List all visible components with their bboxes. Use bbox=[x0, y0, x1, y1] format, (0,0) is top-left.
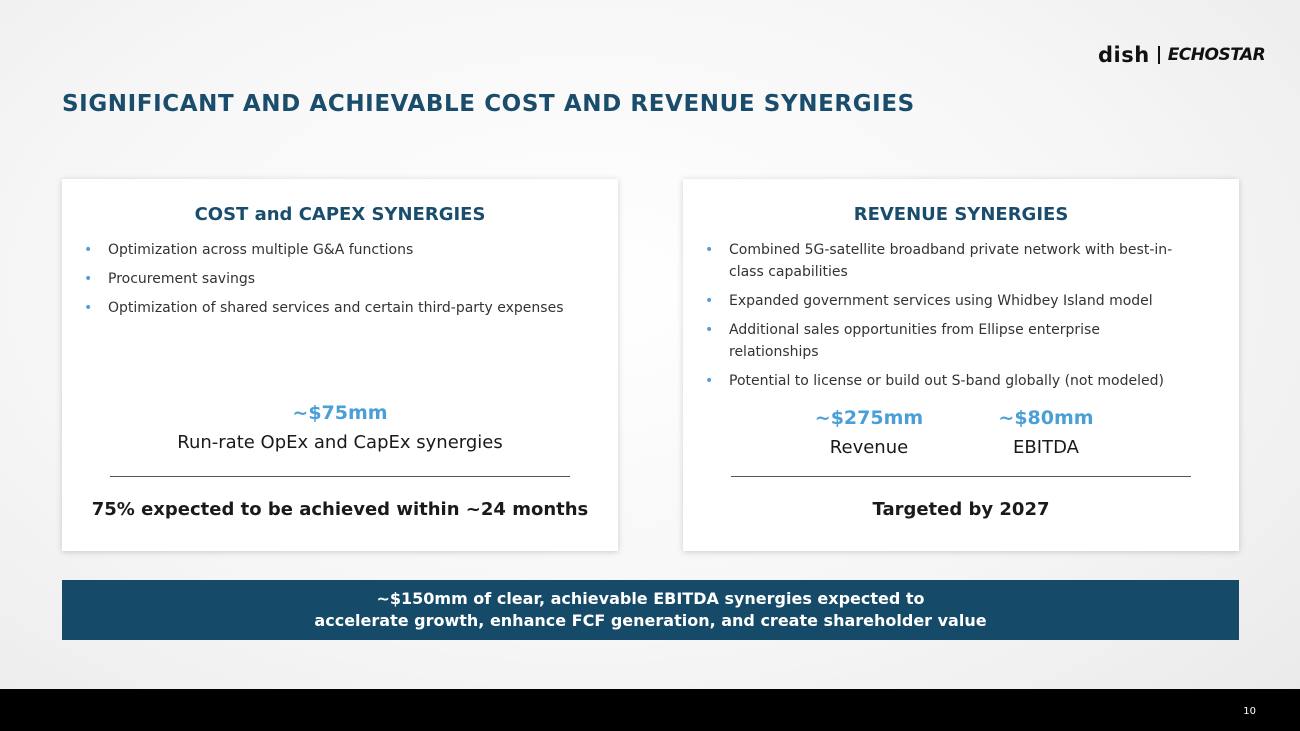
cost-metric-label: Run-rate OpEx and CapEx synergies bbox=[177, 432, 503, 453]
list-item: • Combined 5G-satellite broadband private network with best-in-class capabilities bbox=[705, 239, 1185, 283]
footer-bar bbox=[0, 689, 1300, 731]
banner-line-2: accelerate growth, enhance FCF generation, and create shareholder value bbox=[314, 611, 987, 630]
cost-metric bbox=[62, 402, 618, 453]
revenue-metric-label: Revenue bbox=[829, 437, 909, 458]
list-item: • Optimization across multiple G&A functions bbox=[84, 239, 574, 261]
cost-bullet-list bbox=[84, 239, 574, 326]
ebitda-metric bbox=[946, 407, 1146, 458]
banner-line-1: ~$150mm of clear, achievable EBITDA synergies expected to bbox=[376, 589, 925, 608]
cost-metric-value: ~$75mm bbox=[292, 402, 388, 424]
company-logo bbox=[1098, 43, 1265, 67]
list-item: • Expanded government services using Whidbey Island model bbox=[705, 290, 1185, 312]
cost-footnote: 75% expected to be achieved within ~24 months bbox=[91, 499, 589, 520]
list-item: • Optimization of shared services and certain third-party expenses bbox=[84, 297, 574, 319]
page-title: SIGNIFICANT AND ACHIEVABLE COST AND REVENUE SYNERGIES bbox=[62, 91, 915, 117]
summary-banner bbox=[62, 580, 1239, 640]
logo-separator bbox=[1158, 46, 1160, 64]
ebitda-metric-value: ~$80mm bbox=[998, 407, 1094, 429]
dish-logo-text: dish bbox=[1098, 43, 1150, 67]
echostar-logo-text: ECHOSTAR bbox=[1167, 45, 1266, 65]
revenue-card-heading: REVENUE SYNERGIES bbox=[853, 204, 1069, 225]
page-number: 10 bbox=[1243, 706, 1256, 717]
cost-synergies-card bbox=[62, 179, 618, 551]
divider bbox=[110, 476, 570, 477]
revenue-bullet-list bbox=[705, 239, 1185, 399]
list-item: • Additional sales opportunities from Ellipse enterprise relationships bbox=[705, 319, 1185, 363]
ebitda-metric-label: EBITDA bbox=[1013, 437, 1079, 458]
revenue-footnote: Targeted by 2027 bbox=[872, 499, 1050, 520]
cost-card-heading: COST and CAPEX SYNERGIES bbox=[194, 204, 486, 225]
revenue-synergies-card bbox=[683, 179, 1239, 551]
revenue-metric bbox=[769, 407, 969, 458]
revenue-metric-value: ~$275mm bbox=[814, 407, 924, 429]
list-item: • Procurement savings bbox=[84, 268, 574, 290]
list-item: • Potential to license or build out S-band globally (not modeled) bbox=[705, 370, 1185, 392]
divider bbox=[731, 476, 1191, 477]
